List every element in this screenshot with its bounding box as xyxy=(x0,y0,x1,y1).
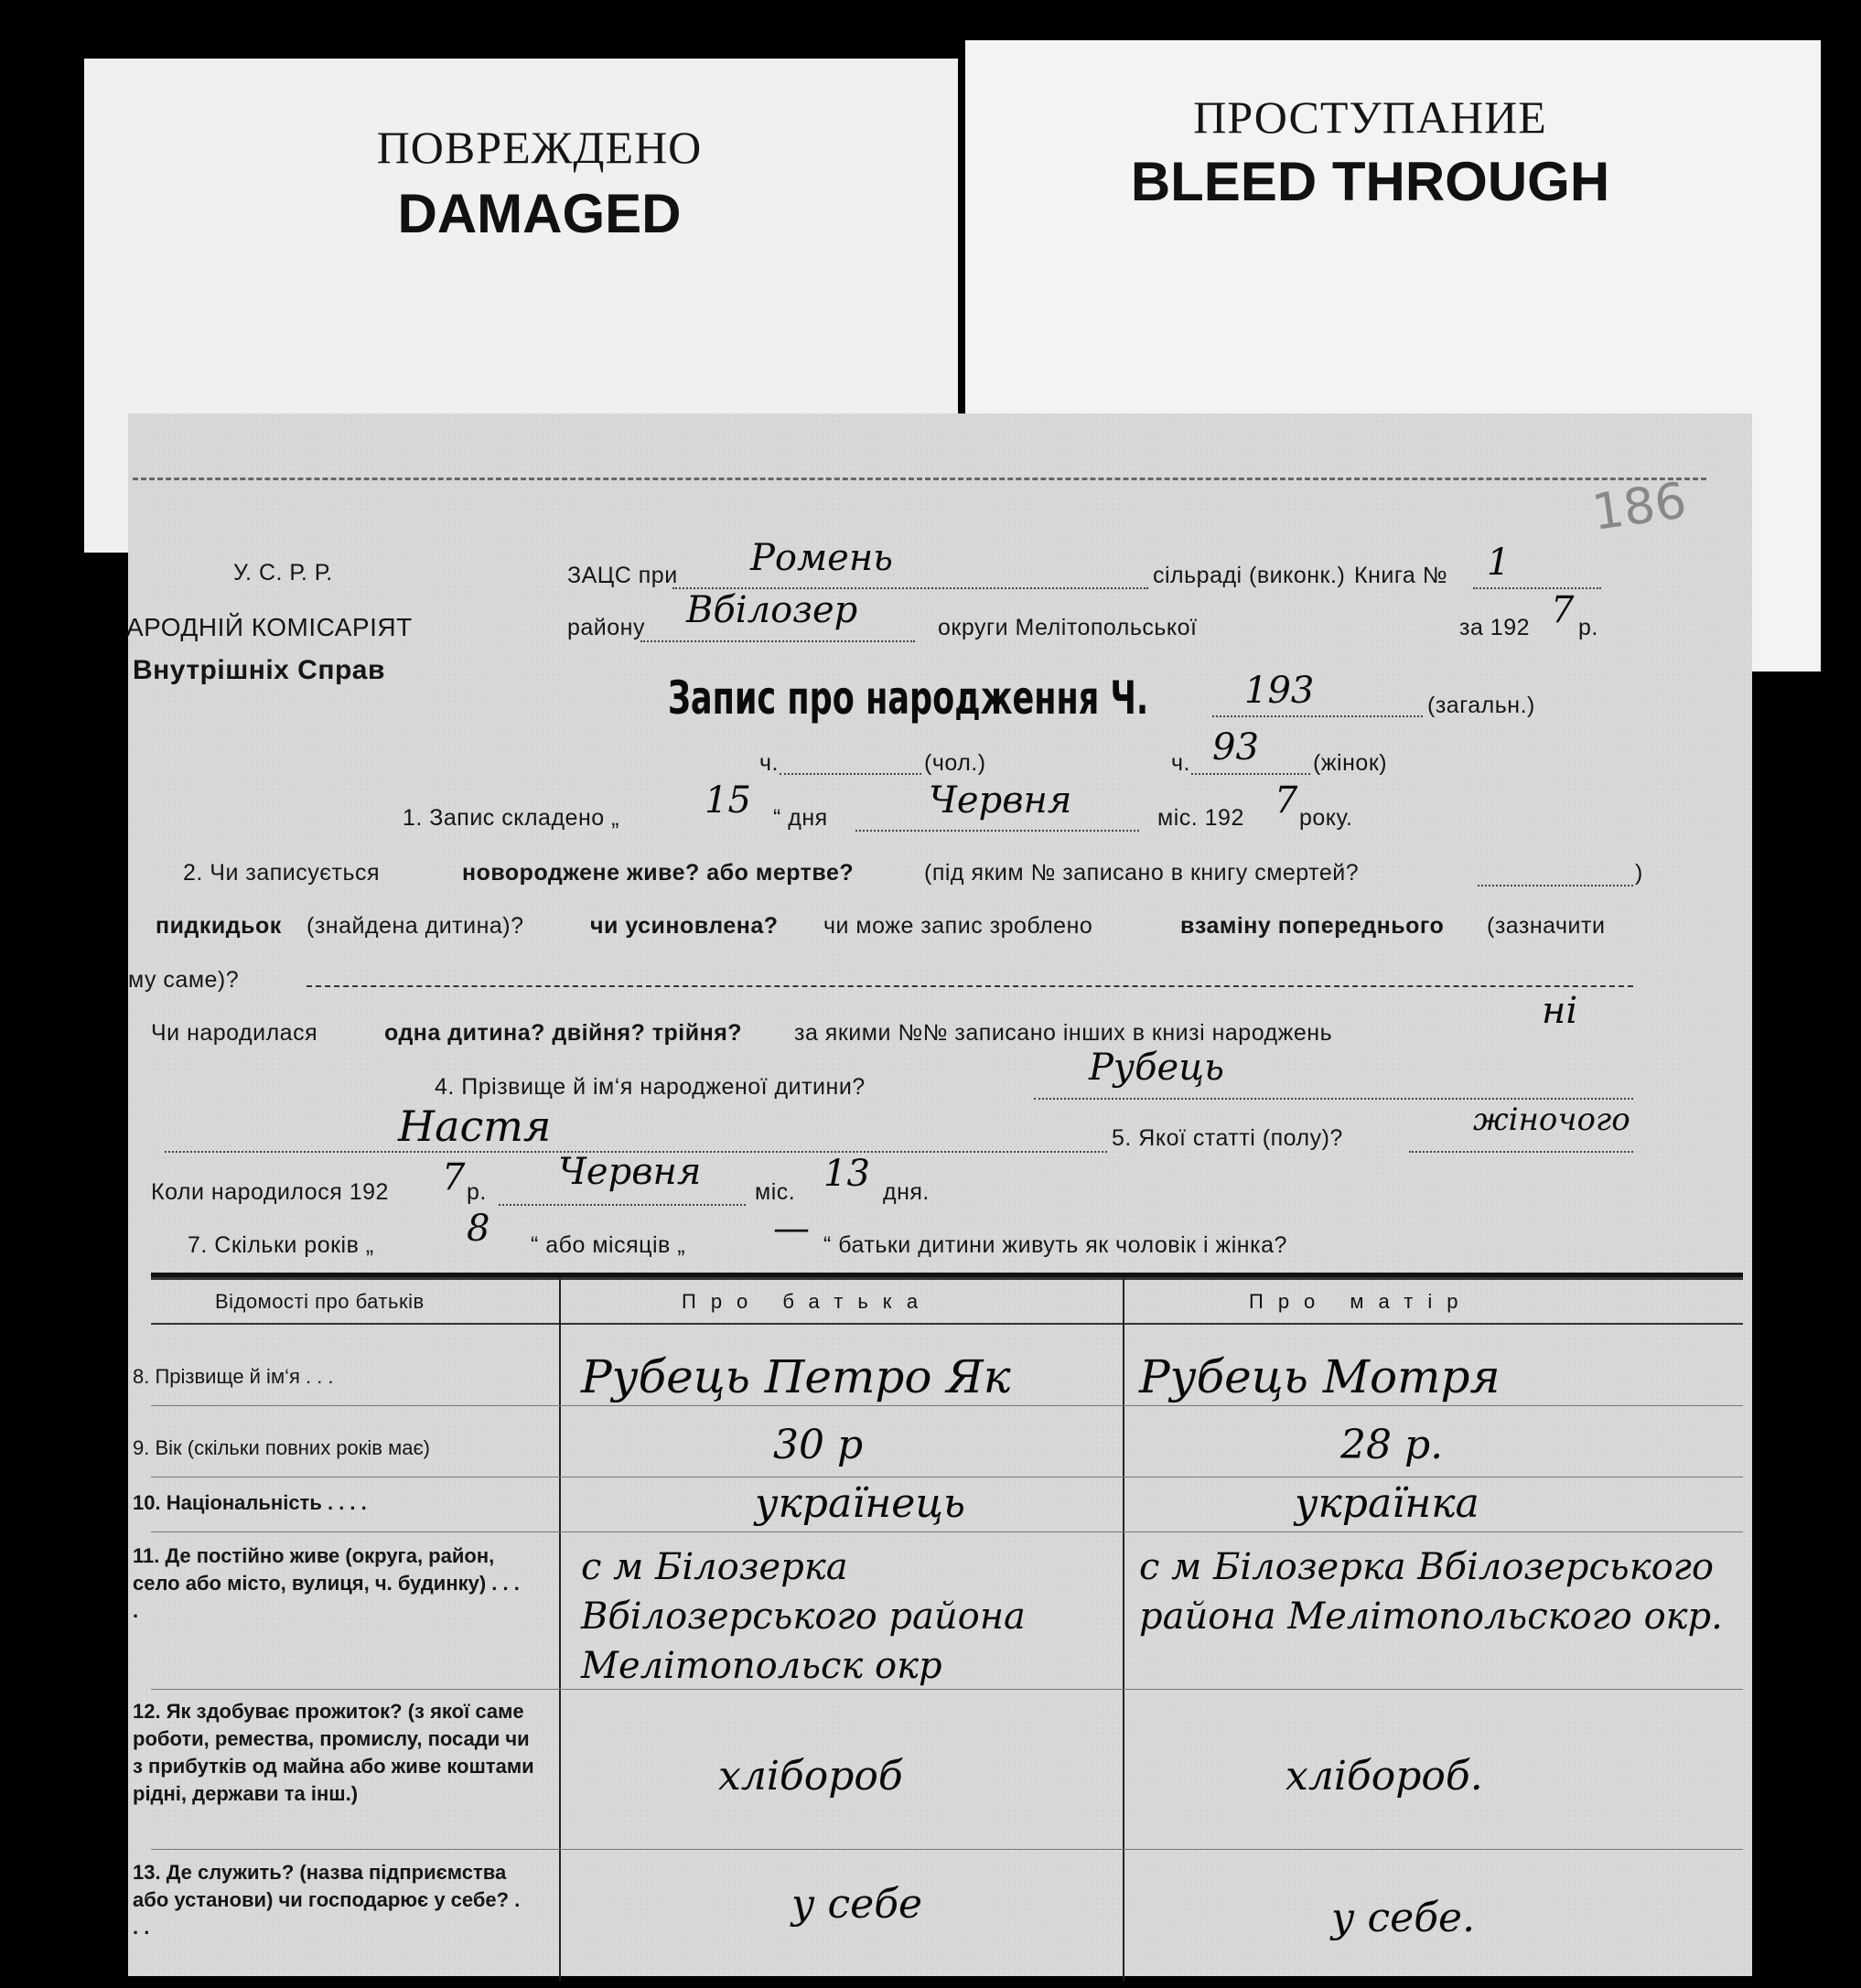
table-col-divider-1 xyxy=(559,1277,561,1981)
female-label: (жінок) xyxy=(1313,750,1388,776)
q1-month-suffix: міс. 192 xyxy=(1157,805,1244,831)
q2-line xyxy=(1478,885,1633,887)
female-ch: ч. xyxy=(1171,750,1190,776)
q7-month: Червня xyxy=(558,1151,702,1193)
book-value: 1 xyxy=(1487,542,1511,584)
header-internal-affairs: Внутрішніх Справ xyxy=(133,655,385,685)
male-ch: ч. xyxy=(759,750,779,776)
father-livelihood: хлібороб xyxy=(718,1753,903,1800)
q3-a: пидкидьок xyxy=(156,913,282,939)
q7-b: р. xyxy=(467,1179,487,1205)
father-residence: с м Білозерка Вбілозерського района Мелітопольск окр xyxy=(581,1546,1026,1687)
record-number-line xyxy=(1212,715,1423,717)
row-nationality-label: 10. Національність . . . . xyxy=(133,1491,367,1514)
year-label: за 192 xyxy=(1459,615,1531,640)
row-employment-label: 13. Де служить? (назва підприємства або установи) чи господарює у себе? . . . xyxy=(133,1861,521,1939)
row-livelihood-label: 12. Як здобуває прожиток? (з якої саме роботи, ремества, промислу, посади чи з прибутків од майна або живе коштами рідні, держави та інш.) xyxy=(133,1700,534,1805)
q2-a: 2. Чи записується xyxy=(183,860,381,886)
q5-line xyxy=(1034,1098,1633,1100)
q1-day-suffix: “ дня xyxy=(773,805,828,831)
male-count-line xyxy=(780,773,921,775)
year-value: 7 xyxy=(1551,589,1575,631)
q3-g: му саме)? xyxy=(128,967,240,993)
zags-prefix: ЗАЦС при xyxy=(567,563,678,588)
raion-label: району xyxy=(567,615,645,640)
row-name-label: 8. Прізвище й ім‘я . . . xyxy=(133,1365,334,1388)
q6-line xyxy=(1409,1151,1633,1153)
row-rule xyxy=(151,1531,1743,1532)
q6-value: жіночого xyxy=(1473,1101,1630,1138)
perforation-line xyxy=(133,478,1706,480)
q8-b: “ або місяців „ xyxy=(531,1232,686,1258)
q2-b: новороджене живе? або мертве? xyxy=(462,860,855,886)
book-line xyxy=(1473,587,1601,589)
general-label: (загальн.) xyxy=(1427,693,1535,718)
q7-c: міс. xyxy=(755,1179,796,1205)
q8-years: 8 xyxy=(467,1208,490,1250)
q7-year: 7 xyxy=(442,1156,466,1198)
bleed-through-label-ru: ПРОСТУПАНИЕ xyxy=(1193,91,1547,143)
father-employment: у себе xyxy=(791,1881,923,1928)
pencil-page-number: 186 xyxy=(1588,471,1690,542)
table-header-rule xyxy=(151,1323,1743,1325)
raion-line xyxy=(640,640,915,642)
q1-end: року. xyxy=(1299,805,1353,831)
q1-month: Червня xyxy=(929,779,1072,822)
raion-value: Вбілозер xyxy=(686,589,858,631)
q1-prefix: 1. Запис складено „ xyxy=(403,805,619,831)
table-header-mother: Про матір xyxy=(1249,1290,1473,1313)
q3-e: взаміну попереднього xyxy=(1180,913,1445,939)
q8-c: “ батьки дитини живуть як чоловік і жінка? xyxy=(823,1232,1287,1258)
q1-day: 15 xyxy=(705,779,751,822)
q2-d: ) xyxy=(1635,860,1643,886)
mother-age: 28 р. xyxy=(1340,1422,1444,1468)
mother-livelihood: хлібороб. xyxy=(1285,1753,1483,1800)
father-name: Рубець Петро Як xyxy=(581,1350,1011,1403)
mother-name: Рубець Мотря xyxy=(1139,1350,1501,1403)
mother-nationality: українка xyxy=(1295,1480,1479,1527)
q8-a: 7. Скільки років „ xyxy=(188,1232,374,1258)
q1-month-line xyxy=(855,830,1139,832)
row-rule xyxy=(151,1849,1743,1850)
q5-name: Настя xyxy=(398,1101,552,1151)
parents-table xyxy=(133,1273,1743,1981)
mother-residence: с м Білозерка Вбілозерського района Мелітопольского окр. xyxy=(1139,1546,1723,1638)
q3-f: (зазначити xyxy=(1487,913,1606,939)
father-nationality: українець xyxy=(755,1480,965,1527)
mother-employment: у себе. xyxy=(1331,1895,1476,1941)
q5-label: 4. Прізвище й ім‘я народженої дитини? xyxy=(435,1074,866,1100)
table-header-father: Про батька xyxy=(682,1290,933,1313)
q7-month-line xyxy=(499,1204,746,1206)
damaged-label-en: DAMAGED xyxy=(397,183,682,244)
row-rule xyxy=(151,1477,1743,1478)
record-title: Запис про народження Ч. xyxy=(668,672,1149,725)
q7-day: 13 xyxy=(823,1153,870,1195)
q7-d: дня. xyxy=(883,1179,930,1205)
header-commissariat: АРОДНІЙ КОМІСАРІЯТ xyxy=(126,613,413,641)
birth-record-form xyxy=(128,414,1752,1976)
q6-label: 5. Якої статті (полу)? xyxy=(1112,1125,1343,1151)
okrug-label: округи Мелітопольської xyxy=(938,615,1198,640)
q4-a: Чи народилася xyxy=(151,1020,318,1046)
year-suffix: р. xyxy=(1578,615,1598,640)
female-count: 93 xyxy=(1212,726,1259,768)
q4-value: ні xyxy=(1542,990,1578,1032)
row-residence-label: 11. Де постійно живе (округа, район, село або місто, вулиця, ч. будинку) . . . . xyxy=(133,1544,520,1622)
q4-c: за якими №№ записано інших в книзі народжень xyxy=(794,1020,1333,1046)
q3-c: чи усиновлена? xyxy=(590,913,779,939)
table-col-divider-2 xyxy=(1123,1277,1124,1981)
silrada-label: сільраді (виконк.) xyxy=(1153,563,1346,588)
q1-year: 7 xyxy=(1275,779,1298,822)
row-age-label: 9. Вік (скільки повних років має) xyxy=(133,1436,431,1459)
female-count-line xyxy=(1191,773,1310,775)
row-rule xyxy=(151,1405,1743,1406)
record-number: 193 xyxy=(1244,670,1315,712)
damaged-label-ru: ПОВРЕЖДЕНО xyxy=(376,122,703,173)
q4-b: одна дитина? двійня? трійня? xyxy=(384,1020,743,1046)
q7-a: Коли народилося 192 xyxy=(151,1179,389,1205)
zags-value: Ромень xyxy=(750,537,893,579)
header-ussr: У. С. Р. Р. xyxy=(233,560,333,586)
q5-surname: Рубець xyxy=(1089,1047,1224,1089)
q3-d: чи може запис зроблено xyxy=(823,913,1093,939)
q2-c: (під яким № записано в книгу смертей? xyxy=(924,860,1360,886)
table-header-info: Відомості про батьків xyxy=(215,1290,425,1313)
row-rule xyxy=(151,1689,1743,1690)
q8-months: — xyxy=(773,1208,810,1250)
male-label: (чол.) xyxy=(924,750,986,776)
q3-b: (знайдена дитина)? xyxy=(307,913,524,939)
bleed-through-label-en: BLEED THROUGH xyxy=(1130,151,1610,212)
table-top-rule xyxy=(151,1277,1743,1280)
father-age: 30 р xyxy=(773,1422,864,1468)
q3-line xyxy=(307,985,1633,987)
book-label: Книга № xyxy=(1354,563,1448,588)
